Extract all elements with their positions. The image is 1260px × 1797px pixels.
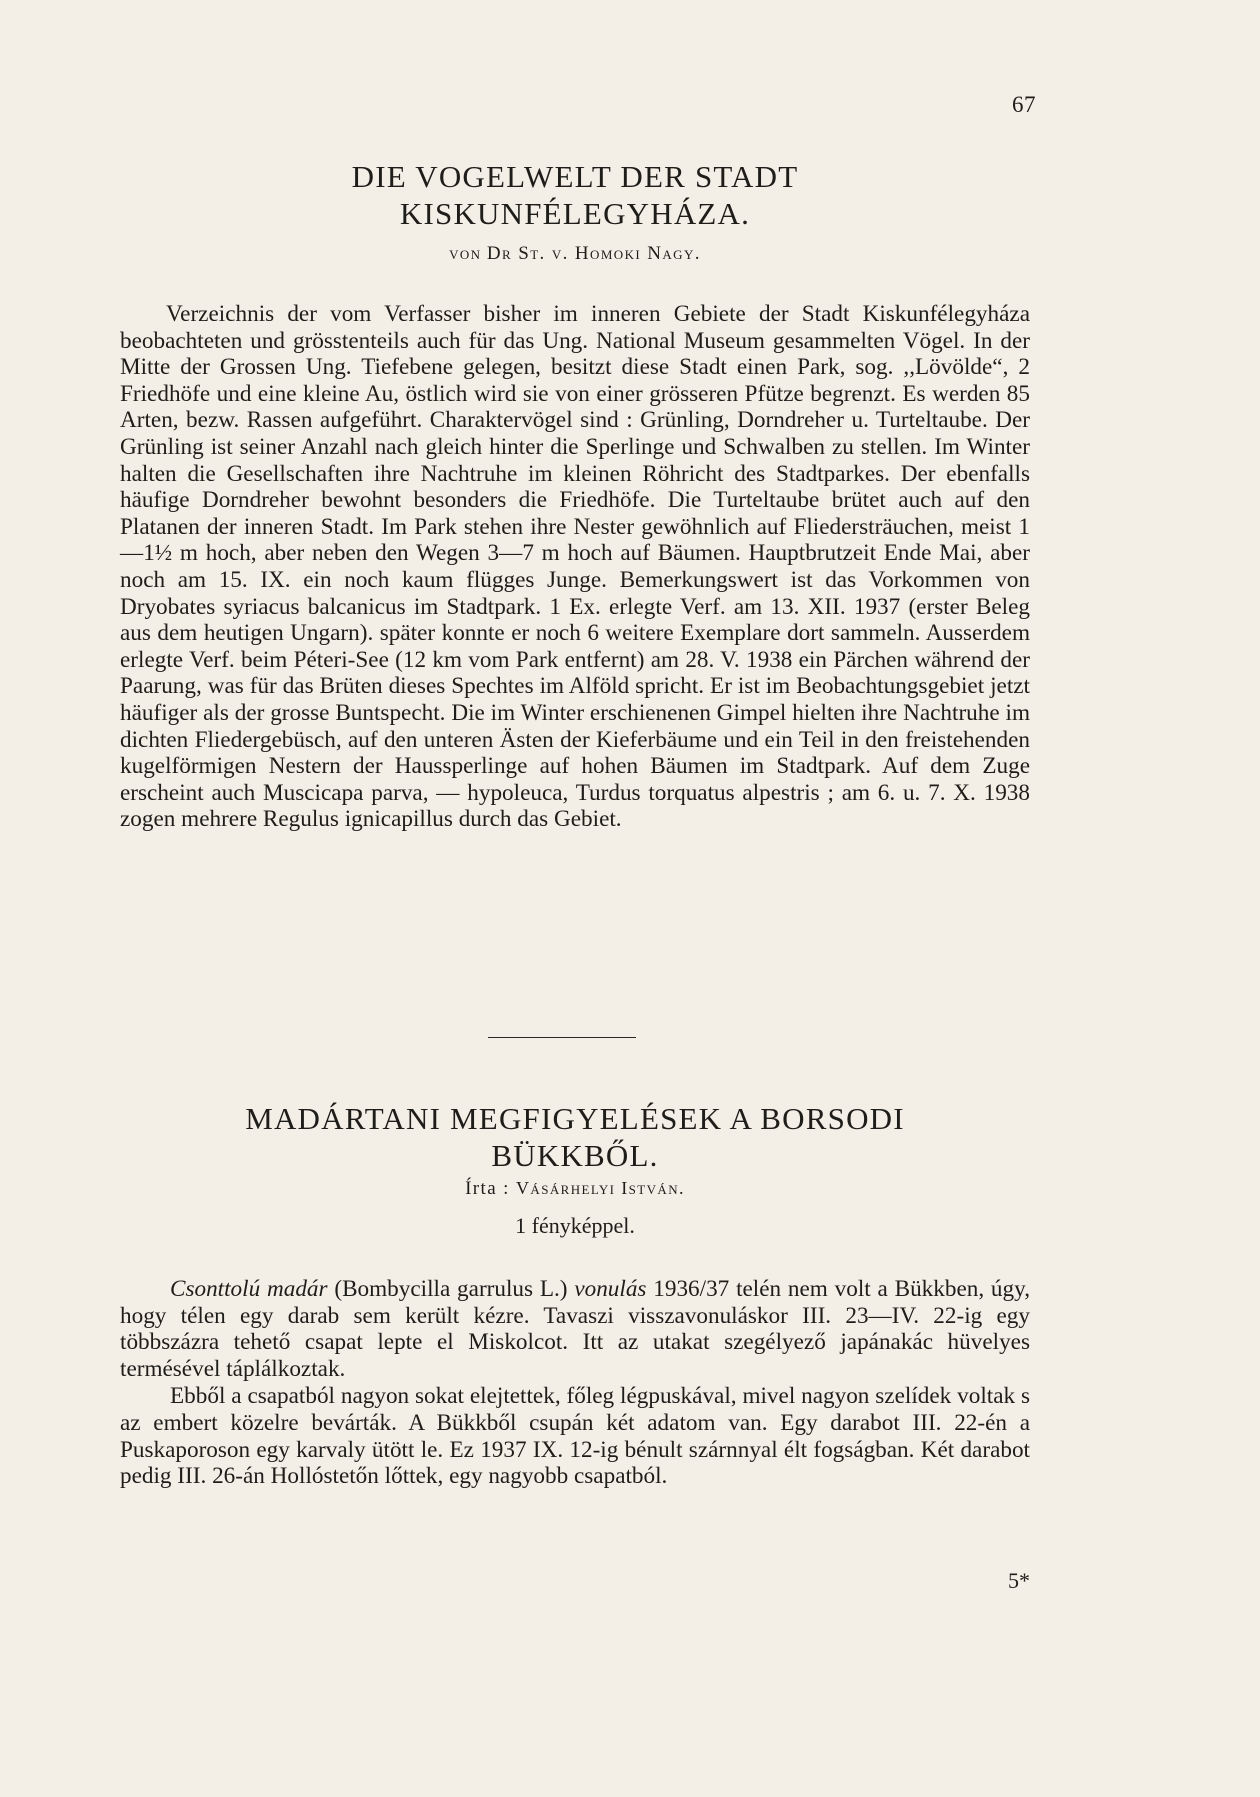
article-byline	[120, 243, 1030, 265]
article-title	[120, 1100, 1030, 1174]
article-title-line-2: BÜKKBŐL.	[491, 1138, 659, 1173]
article-title-line-1: DIE VOGELWELT DER STADT	[351, 159, 799, 194]
byline-author: Vásárhelyi István.	[516, 1178, 685, 1198]
article-vogelwelt	[120, 158, 1030, 833]
article-madartani	[120, 1100, 1030, 1490]
byline-author: Dr St. v. Homoki Nagy.	[486, 243, 701, 264]
article-title	[120, 158, 1030, 232]
article-body-paragraph: Verzeichnis der vom Verfasser bisher im inneren Gebiete der Stadt Kiskunfélegyháza beobachteten und grösstenteils auch für das Ung. National Museum gesammelten Vögel. In der Mitte der Grossen Ung. Tiefebene gelegen, besitzt diese Stadt einen Park, sog. ,,Lövölde“, 2 Friedhöfe und eine kleine Au, östlich wird sie von einer grösseren Pfütze begrenzt. Es werden 85 Arten, bezw. Rassen aufgeführt. Charaktervögel sind : Grünling, Dorndreher u. Turteltaube. Der Grünling ist seiner Anzahl nach gleich hinter die Sperlinge und Schwalben zu stellen. Im Winter halten die Gesellschaften ihre Nachtruhe im kleinen Röhricht des Stadtparkes. Der ebenfalls häufige Dorndreher bewohnt besonders die Friedhöfe. Die Turteltaube brütet auch auf den Platanen der inneren Stadt. Im Park stehen ihre Nester gewöhnlich auf Fliedersträuchen, meist 1—1½ m hoch, aber neben den Wegen 3—7 m hoch auf Bäumen. Hauptbrutzeit Ende Mai, aber noch am 15. IX. ein noch kaum flügges Junge. Bemerkungswert ist das Vorkommen von Dryobates syriacus balcanicus im Stadtpark. 1 Ex. erlegte Verf. am 13. XII. 1937 (erster Beleg aus dem heutigen Ungarn). später konnte er noch 6 weitere Exemplare dort sammeln. Ausserdem erlegte Verf. beim Péteri-See (12 km vom Park entfernt) am 28. V. 1938 ein Pärchen während der Paarung, was für das Brüten dieses Spechtes im Alföld spricht. Er ist im Beobachtungsgebiet jetzt häufiger als der grosse Buntspecht. Die im Winter erschienenen Gimpel hielten ihre Nachtruhe im dichten Fliedergebüsch, auf den unteren Ästen der Kieferbäume und ein Teil in den freistehenden kugelförmigen Nestern der Haussperlinge auf hohen Bäumen im Stadtpark. Auf dem Zuge erscheint auch Muscicapa parva, — hypoleuca, Turdus torquatus alpestris ; am 6. u. 7. X. 1938 zogen mehrere Regulus ignicapillus durch das Gebiet.	[120, 301, 1030, 833]
byline-prefix: Írta :	[465, 1178, 510, 1199]
section-divider	[488, 1037, 636, 1038]
article-title-line-2: KISKUNFÉLEGYHÁZA.	[399, 196, 751, 231]
paragraph-text: (Bombycilla garrulus L.)	[327, 1276, 575, 1302]
page-number: 67	[1012, 92, 1036, 117]
photo-note: 1 fényképpel.	[515, 1213, 635, 1238]
emphasis-term: vonulás	[574, 1276, 647, 1302]
article-body-paragraph-2: Ebből a csapatból nagyon sokat elejtettek, főleg légpuskával, mivel nagyon szelídek voltak s az embert közelre bevárták. A Bükkből csupán két adatom van. Egy darabot III. 22-én a Puskaporoson egy karvaly ütött le. Ez 1937 IX. 12-ig bénult szárnnyal élt fogságban. Két darabot pedig III. 26-án Hollóstetőn lőttek, egy nagyobb csapatból.	[120, 1383, 1030, 1490]
byline-prefix: von	[449, 243, 482, 264]
article-title-line-1: MADÁRTANI MEGFIGYELÉSEK A BORSODI	[245, 1101, 905, 1136]
article-body-paragraph-1	[120, 1276, 1030, 1382]
species-name: Csonttolú madár	[170, 1276, 328, 1302]
paragraph-text: 1936/37 telén nem volt a Bükkben, úgy, hogy télen egy darab sem került kézre. Tavaszi visszavonuláskor III. 23—IV. 22-ig egy többszázra tehető csapat lepte el Miskolcot. Itt az utakat szegélyező japánakác hüvelyes termésével táplálkoztak.	[120, 1276, 1030, 1382]
signature-mark: 5*	[1008, 1568, 1030, 1593]
article-byline	[120, 1178, 1030, 1200]
